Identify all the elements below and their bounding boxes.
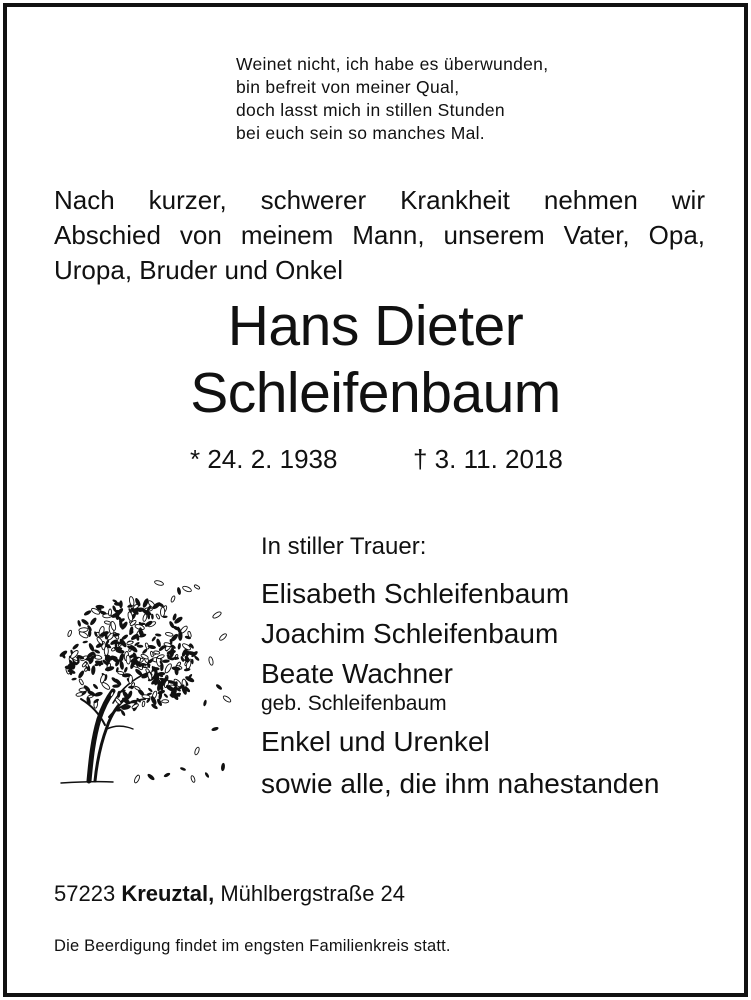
address — [54, 881, 405, 907]
deceased-surname: Schleifenbaum — [190, 361, 561, 425]
poem-line: Weinet nicht, ich habe es überwunden, — [236, 54, 549, 74]
maiden-name: geb. Schleifenbaum — [261, 692, 447, 715]
death-date: † 3. 11. 2018 — [413, 444, 563, 474]
poem-line: bei euch sein so manches Mal. — [236, 123, 485, 143]
grandchildren: Enkel und Urenkel — [261, 726, 490, 757]
mourners-intro: In stiller Trauer: — [261, 533, 427, 560]
intro-text — [54, 183, 705, 288]
poem-line: bin befreit von meiner Qual, — [236, 77, 460, 97]
poem-line: doch lasst mich in stillen Stunden — [236, 100, 505, 120]
deceased-first-names: Hans Dieter — [227, 294, 524, 358]
address-city: Kreuztal, — [121, 881, 215, 906]
mourner-name: Beate Wachner — [261, 658, 453, 689]
birth-date: * 24. 2. 1938 — [190, 444, 338, 474]
windblown-tree-icon — [47, 579, 233, 789]
address-street: Mühlbergstraße 24 — [220, 881, 406, 906]
mourners — [261, 532, 659, 806]
obituary-card — [3, 3, 748, 997]
intro-line: Uropa, Bruder und Onkel — [54, 255, 344, 285]
address-zip: 57223 — [54, 881, 116, 906]
intro-line: Abschied von meinem Mann, unserem Vater, Opa, — [54, 220, 705, 250]
mourner-name: Joachim Schleifenbaum — [261, 618, 559, 649]
poem — [236, 53, 548, 145]
others: sowie alle, die ihm nahestanden — [261, 768, 660, 799]
funeral-note: Die Beerdigung findet im engsten Familienkreis statt. — [54, 937, 451, 955]
intro-line: Nach kurzer, schwerer Krankheit nehmen wir — [54, 185, 705, 215]
mourner-name: Elisabeth Schleifenbaum — [261, 578, 570, 609]
